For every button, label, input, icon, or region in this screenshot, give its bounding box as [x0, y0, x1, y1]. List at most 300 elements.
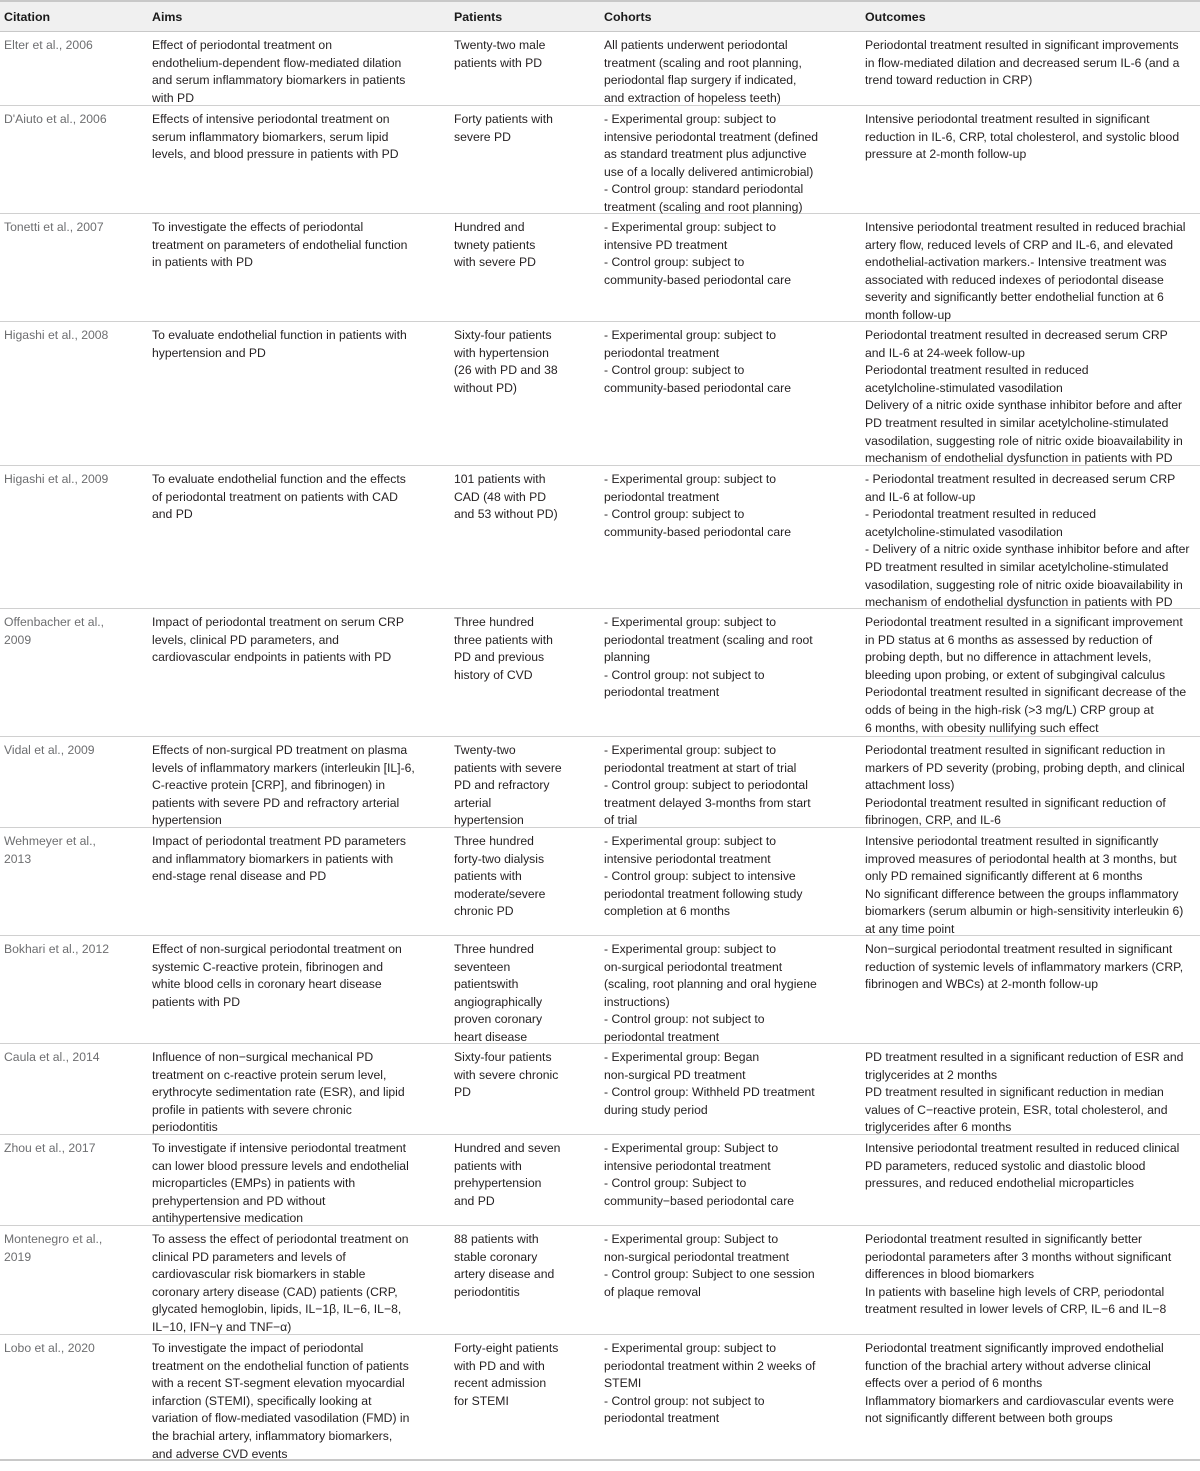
citation-cell	[0, 828, 146, 939]
outcomes-line: triglycerides at 2 months	[865, 1067, 998, 1082]
patients-cell	[450, 609, 600, 737]
aims-line: serum inflammatory biomarkers, serum lipid	[152, 129, 389, 144]
aims-line: levels, clinical PD parameters, and	[152, 632, 339, 647]
patients-line: without PD)	[454, 380, 517, 395]
outcomes-line: associated with reduced indexes of periodontal disease	[865, 272, 1164, 287]
cohorts-cell	[600, 466, 861, 612]
cohorts-line: STEMI	[604, 1376, 642, 1391]
patients-line: seventeen	[454, 959, 511, 974]
outcomes-line: in PD status at 6 months as assessed by reduction of	[865, 632, 1153, 647]
cohorts-line: periodontal treatment	[604, 345, 720, 360]
cohorts-line: - Control group: Withheld PD treatment	[604, 1085, 815, 1100]
outcomes-cell	[861, 828, 1200, 939]
cohorts-line: periodontal treatment	[604, 489, 720, 504]
aims-cell	[146, 1335, 450, 1463]
aims-line: periodontitis	[152, 1120, 218, 1135]
patients-cell	[450, 32, 600, 107]
patients-line: stable coronary	[454, 1249, 538, 1264]
cohorts-line: - Control group: not subject to	[604, 667, 765, 682]
table-row	[0, 828, 1200, 936]
outcomes-line: not significantly different between both groups	[865, 1411, 1113, 1426]
aims-line: To investigate the impact of periodontal	[152, 1341, 364, 1355]
outcomes-line: Periodontal treatment significantly improved endothelial	[865, 1341, 1164, 1355]
cohorts-line: - Experimental group: subject to	[604, 328, 777, 342]
patients-cell	[450, 322, 600, 468]
citation-line: D'Aiuto et al., 2006	[4, 112, 107, 126]
table-row	[0, 1226, 1200, 1335]
patients-line: moderate/severe	[454, 886, 546, 901]
cohorts-line: - Control group: subject to	[604, 507, 745, 522]
outcomes-line: - Delivery of a nitric oxide synthase inhibitor before and after	[865, 542, 1190, 557]
aims-line: Effect of non-surgical periodontal treatment on	[152, 942, 402, 956]
cohorts-line: - Control group: Subject to	[604, 1176, 747, 1191]
cohorts-line: non-surgical periodontal treatment	[604, 1249, 789, 1264]
cohorts-line: - Control group: not subject to	[604, 1012, 765, 1027]
outcomes-line: Periodontal treatment resulted in reduced	[865, 363, 1089, 378]
outcomes-line: probing depth, but no difference in attachment levels,	[865, 650, 1152, 665]
outcomes-line: at any time point	[865, 921, 955, 936]
aims-line: patients with PD	[152, 994, 241, 1009]
patients-line: and PD	[454, 1193, 495, 1208]
cohorts-line: (scaling, root planning and oral hygiene	[604, 977, 817, 992]
aims-line: To assess the effect of periodontal treatment on	[152, 1232, 409, 1246]
patients-line: and 53 without PD)	[454, 507, 558, 522]
aims-line: glycated hemoglobin, lipids, IL−1β, IL−6, IL−8,	[152, 1302, 402, 1317]
aims-line: cardiovascular endpoints in patients with PD	[152, 650, 392, 665]
outcomes-line: pressures, and reduced endothelial microparticles	[865, 1176, 1134, 1191]
patients-line: patients with PD	[454, 55, 543, 70]
outcomes-cell	[861, 106, 1200, 217]
outcomes-line: reduction of systemic levels of inflammatory markers (CRP,	[865, 959, 1184, 974]
table-row	[0, 1135, 1200, 1226]
patients-line: patients with severe	[454, 760, 562, 775]
aims-line: systemic C-reactive protein, fibrinogen and	[152, 959, 383, 974]
patients-line: Hundred and seven	[454, 1141, 561, 1155]
aims-line: IL−10, IFN−γ and TNF−α)	[152, 1319, 292, 1334]
aims-line: profile in patients with severe chronic	[152, 1102, 352, 1117]
citation-cell	[0, 466, 146, 612]
outcomes-line: PD treatment resulted in similar acetylcholine-stimulated	[865, 415, 1169, 430]
table-row	[0, 1335, 1200, 1461]
patients-cell	[450, 1044, 600, 1137]
aims-line: and PD	[152, 507, 193, 522]
table-row	[0, 106, 1200, 214]
citation-line: 2019	[4, 1249, 32, 1264]
cohorts-cell	[600, 1044, 861, 1137]
cohorts-line: treatment (scaling and root planning)	[604, 199, 803, 214]
aims-line: variation of flow-mediated vasodilation (FMD) in	[152, 1411, 410, 1426]
outcomes-line: Intensive periodontal treatment resulted in reduced brachial	[865, 220, 1186, 234]
outcomes-line: improved measures of periodontal health at 3 months, but	[865, 851, 1177, 866]
outcomes-cell	[861, 737, 1200, 830]
aims-line: treatment on parameters of endothelial function	[152, 237, 408, 252]
aims-line: the brachial artery, inflammatory biomarkers,	[152, 1428, 393, 1443]
cohorts-cell	[600, 737, 861, 830]
citation-line: Montenegro et al.,	[4, 1232, 103, 1246]
cohorts-cell	[600, 828, 861, 939]
outcomes-cell	[861, 1226, 1200, 1337]
aims-line: with PD	[152, 90, 194, 105]
cohorts-line: periodontal treatment (scaling and root	[604, 632, 813, 647]
patients-cell	[450, 214, 600, 325]
outcomes-line: odds of being in the high-risk (>3 mg/L) CRP group at	[865, 702, 1154, 717]
cohorts-line: and extraction of hopeless teeth)	[604, 90, 781, 105]
cohorts-line: - Control group: subject to	[604, 363, 745, 378]
cohorts-line: periodontal treatment at start of trial	[604, 760, 797, 775]
outcomes-line: vasodilation, suggesting role of nitric oxide bioavailability in	[865, 577, 1183, 592]
cohorts-line: - Experimental group: subject to	[604, 472, 777, 486]
citation-line: Wehmeyer et al.,	[4, 834, 96, 848]
aims-line: Impact of periodontal treatment on serum CRP	[152, 615, 404, 629]
patients-line: CAD (48 with PD	[454, 489, 547, 504]
cohorts-line: periodontal treatment	[604, 1029, 720, 1044]
aims-line: Influence of non−surgical mechanical PD	[152, 1050, 374, 1064]
patients-line: Three hundred	[454, 834, 534, 848]
cohorts-line: of trial	[604, 813, 638, 828]
outcomes-line: fibrinogen and WBCs) at 2-month follow-up	[865, 977, 1099, 992]
outcomes-line: values of C−reactive protein, ESR, total cholesterol, and	[865, 1102, 1168, 1117]
cohorts-line: - Experimental group: subject to	[604, 615, 777, 629]
patients-line: periodontitis	[454, 1284, 520, 1299]
header-citation: Citation	[4, 10, 51, 24]
aims-line: Effect of periodontal treatment on	[152, 38, 332, 52]
outcomes-line: biomarkers (serum albumin or high-sensitivity interleukin 6)	[865, 904, 1184, 919]
outcomes-cell	[861, 609, 1200, 737]
outcomes-line: 6 months, with obesity nullifying such effect	[865, 720, 1099, 735]
patients-cell	[450, 828, 600, 939]
patients-line: Three hundred	[454, 615, 534, 629]
outcomes-line: Periodontal treatment resulted in decreased serum CRP	[865, 328, 1168, 342]
outcomes-cell	[861, 32, 1200, 107]
aims-line: and inflammatory biomarkers in patients with	[152, 851, 394, 866]
cohorts-line: - Experimental group: Subject to	[604, 1141, 779, 1155]
aims-line: infarction (STEMI), specifically looking at	[152, 1393, 372, 1408]
patients-line: Sixty-four patients	[454, 328, 552, 342]
cohorts-cell	[600, 936, 861, 1047]
patients-line: history of CVD	[454, 667, 533, 682]
aims-line: levels, and blood pressure in patients with PD	[152, 147, 399, 162]
citation-cell	[0, 1135, 146, 1228]
citation-cell	[0, 106, 146, 217]
outcomes-line: severity and significantly better endothelial function at 6	[865, 290, 1164, 305]
outcomes-line: Intensive periodontal treatment resulted in significant	[865, 112, 1150, 126]
patients-line: patients with	[454, 869, 522, 884]
header-outcomes: Outcomes	[865, 10, 926, 24]
citation-line: Vidal et al., 2009	[4, 743, 95, 757]
patients-line: (26 with PD and 38	[454, 363, 558, 378]
outcomes-line: and IL-6 at 24-week follow-up	[865, 345, 1025, 360]
aims-line: white blood cells in coronary heart disease	[152, 977, 382, 992]
cohorts-line: non-surgical PD treatment	[604, 1067, 746, 1082]
aims-line: endothelium-dependent flow-mediated dilation	[152, 55, 402, 70]
patients-line: Forty-eight patients	[454, 1341, 559, 1355]
aims-line: C-reactive protein [CRP], and fibrinogen) in	[152, 778, 386, 793]
cohorts-line: on-surgical periodontal treatment	[604, 959, 783, 974]
cohorts-line: intensive periodontal treatment (defined	[604, 129, 819, 144]
outcomes-line: Intensive periodontal treatment resulted in significantly	[865, 834, 1159, 848]
patients-cell	[450, 1135, 600, 1228]
patients-cell	[450, 936, 600, 1047]
outcomes-line: - Periodontal treatment resulted in decreased serum CRP	[865, 472, 1176, 486]
patients-line: recent admission	[454, 1376, 547, 1391]
aims-line: To investigate the effects of periodontal	[152, 220, 364, 234]
outcomes-line: Periodontal treatment resulted in significant improvements	[865, 38, 1179, 52]
aims-cell	[146, 737, 450, 830]
patients-line: chronic PD	[454, 904, 514, 919]
outcomes-line: Inflammatory biomarkers and cardiovascular events were	[865, 1393, 1174, 1408]
aims-cell	[146, 1135, 450, 1228]
outcomes-line: PD treatment resulted in significant reduction in median	[865, 1085, 1164, 1100]
cohorts-line: community-based periodontal care	[604, 380, 791, 395]
aims-line: with a recent ST-segment elevation myocardial	[152, 1376, 405, 1391]
outcomes-line: Periodontal treatment resulted in significant reduction in	[865, 743, 1166, 757]
aims-cell	[146, 828, 450, 939]
cohorts-cell	[600, 1226, 861, 1337]
cohorts-line: - Control group: subject to	[604, 255, 745, 270]
table-row	[0, 322, 1200, 466]
cohorts-line: - Experimental group: Began	[604, 1050, 760, 1064]
citation-cell	[0, 32, 146, 107]
patients-line: forty-two dialysis	[454, 851, 545, 866]
aims-line: Effects of intensive periodontal treatment on	[152, 112, 390, 126]
outcomes-line: PD treatment resulted in a significant reduction of ESR and	[865, 1050, 1184, 1064]
aims-line: Effects of non-surgical PD treatment on plasma	[152, 743, 408, 757]
outcomes-line: markers of PD severity (probing, probing depth, and clinical	[865, 760, 1185, 775]
patients-line: angiographically	[454, 994, 543, 1009]
outcomes-line: trend toward reduction in CRP)	[865, 73, 1033, 88]
table-row	[0, 737, 1200, 828]
cohorts-line: periodontal treatment following study	[604, 886, 803, 901]
cohorts-cell	[600, 1135, 861, 1228]
aims-line: treatment on c-reactive protein serum level,	[152, 1067, 387, 1082]
cohorts-line: - Experimental group: subject to	[604, 834, 777, 848]
patients-line: PD and previous	[454, 650, 545, 665]
header-cohorts: Cohorts	[604, 10, 652, 24]
patients-line: with hypertension	[454, 345, 549, 360]
outcomes-cell	[861, 1135, 1200, 1228]
citation-cell	[0, 1335, 146, 1463]
citation-cell	[0, 737, 146, 830]
outcomes-line: and IL-6 at follow-up	[865, 489, 976, 504]
aims-line: can lower blood pressure levels and endothelial	[152, 1158, 409, 1173]
cohorts-line: as standard treatment plus adjunctive	[604, 147, 807, 162]
cohorts-line: - Control group: not subject to	[604, 1393, 765, 1408]
aims-line: hypertension and PD	[152, 345, 266, 360]
cohorts-line: - Experimental group: subject to	[604, 743, 777, 757]
patients-line: PD	[454, 1085, 471, 1100]
cohorts-cell	[600, 1335, 861, 1463]
cohorts-line: of plaque removal	[604, 1284, 701, 1299]
table-row	[0, 1044, 1200, 1135]
cohorts-line: intensive PD treatment	[604, 237, 728, 252]
patients-line: hypertension	[454, 813, 524, 828]
patients-line: patients with	[454, 1158, 522, 1173]
cohorts-line: - Experimental group: subject to	[604, 1341, 777, 1355]
outcomes-line: PD parameters, reduced systolic and diastolic blood	[865, 1158, 1146, 1173]
aims-line: hypertension	[152, 813, 222, 828]
outcomes-line: function of the brachial artery without adverse clinical	[865, 1358, 1151, 1373]
outcomes-line: Periodontal treatment resulted in a significant improvement	[865, 615, 1183, 629]
cohorts-cell	[600, 32, 861, 107]
cohorts-line: treatment (scaling and root planning,	[604, 55, 802, 70]
patients-cell	[450, 106, 600, 217]
patients-line: prehypertension	[454, 1176, 542, 1191]
citation-line: Higashi et al., 2008	[4, 328, 109, 342]
citation-line: Bokhari et al., 2012	[4, 942, 110, 956]
table-row	[0, 214, 1200, 322]
aims-cell	[146, 1226, 450, 1337]
aims-line: coronary artery disease (CAD) patients (CRP,	[152, 1284, 398, 1299]
citation-line: Offenbacher et al.,	[4, 615, 105, 629]
aims-cell	[146, 106, 450, 217]
aims-line: and adverse CVD events	[152, 1446, 288, 1461]
cohorts-line: - Control group: subject to periodontal	[604, 778, 808, 793]
aims-line: treatment on the endothelial function of patients	[152, 1358, 409, 1373]
aims-line: and serum inflammatory biomarkers in patients	[152, 73, 406, 88]
outcomes-line: bleeding upon probing, or extent of subgingival calculus	[865, 667, 1166, 682]
cohorts-cell	[600, 609, 861, 737]
cohorts-line: intensive periodontal treatment	[604, 851, 771, 866]
table-row	[0, 609, 1200, 737]
outcomes-line: In patients with baseline high levels of CRP, periodontal	[865, 1284, 1165, 1299]
outcomes-line: pressure at 2-month follow-up	[865, 147, 1027, 162]
citation-cell	[0, 936, 146, 1047]
patients-line: for STEMI	[454, 1393, 509, 1408]
outcomes-line: attachment loss)	[865, 778, 955, 793]
patients-line: Three hundred	[454, 942, 534, 956]
outcomes-line: month follow-up	[865, 307, 952, 322]
citation-line: Tonetti et al., 2007	[4, 220, 104, 234]
outcomes-line: differences in blood biomarkers	[865, 1267, 1035, 1282]
outcomes-cell	[861, 214, 1200, 325]
patients-line: 88 patients with	[454, 1232, 539, 1246]
cohorts-line: - Experimental group: subject to	[604, 112, 777, 126]
patients-line: artery disease and	[454, 1267, 555, 1282]
patients-line: twnety patients	[454, 237, 536, 252]
patients-line: three patients with	[454, 632, 553, 647]
aims-line: erythrocyte sedimentation rate (ESR), and lipid	[152, 1085, 405, 1100]
citation-line: Lobo et al., 2020	[4, 1341, 95, 1355]
citation-line: Higashi et al., 2009	[4, 472, 109, 486]
cohorts-line: All patients underwent periodontal	[604, 38, 788, 52]
aims-line: cardiovascular risk biomarkers in stable	[152, 1267, 366, 1282]
citation-line: Elter et al., 2006	[4, 38, 93, 52]
outcomes-line: Periodontal treatment resulted in significant reduction of	[865, 795, 1166, 810]
aims-line: clinical PD parameters and levels of	[152, 1249, 346, 1264]
aims-line: levels of inflammatory markers (interleukin [IL]-6,	[152, 760, 415, 775]
citation-cell	[0, 609, 146, 737]
patients-cell	[450, 737, 600, 830]
aims-line: antihypertensive medication	[152, 1211, 304, 1226]
outcomes-line: - Periodontal treatment resulted in reduced	[865, 507, 1097, 522]
cohorts-line: during study period	[604, 1102, 708, 1117]
outcomes-line: only PD remained significantly different at 6 months	[865, 869, 1143, 884]
outcomes-line: No significant difference between the groups inflammatory	[865, 886, 1179, 901]
aims-cell	[146, 214, 450, 325]
citation-line: 2009	[4, 632, 32, 647]
aims-line: of periodontal treatment on patients with CAD	[152, 489, 398, 504]
outcomes-line: fibrinogen, CRP, and IL-6	[865, 813, 1001, 828]
patients-line: Sixty-four patients	[454, 1050, 552, 1064]
aims-line: in patients with PD	[152, 255, 253, 270]
aims-cell	[146, 32, 450, 107]
outcomes-line: mechanism of endothelial dysfunction in patients with PD	[865, 451, 1173, 466]
cohorts-cell	[600, 322, 861, 468]
citation-cell	[0, 1226, 146, 1337]
patients-line: severe PD	[454, 129, 511, 144]
cohorts-line: instructions)	[604, 994, 670, 1009]
aims-line: To evaluate endothelial function in patients with	[152, 328, 407, 342]
cohorts-line: use of a locally delivered antimicrobial)	[604, 164, 814, 179]
aims-line: end-stage renal disease and PD	[152, 869, 327, 884]
patients-line: with PD and with	[454, 1358, 545, 1373]
outcomes-cell	[861, 1335, 1200, 1463]
outcomes-line: in flow-mediated dilation and decreased serum IL-6 (and a	[865, 55, 1180, 70]
patients-line: heart disease	[454, 1029, 528, 1044]
aims-cell	[146, 322, 450, 468]
outcomes-line: vasodilation, suggesting role of nitric oxide bioavailability in	[865, 433, 1183, 448]
outcomes-line: acetylcholine-stimulated vasodilation	[865, 380, 1063, 395]
cohorts-line: - Control group: standard periodontal	[604, 182, 804, 197]
outcomes-line: artery flow, reduced levels of CRP and IL-6, and elevated	[865, 237, 1174, 252]
table-row	[0, 936, 1200, 1044]
cohorts-line: - Experimental group: subject to	[604, 220, 777, 234]
patients-line: arterial	[454, 795, 492, 810]
outcomes-cell	[861, 466, 1200, 612]
citation-cell	[0, 214, 146, 325]
outcomes-line: Non−surgical periodontal treatment resulted in significant	[865, 942, 1173, 956]
patients-line: with severe chronic	[454, 1067, 559, 1082]
cohorts-line: community−based periodontal care	[604, 1193, 795, 1208]
cohorts-line: intensive periodontal treatment	[604, 1158, 771, 1173]
patients-line: Forty patients with	[454, 112, 553, 126]
cohorts-line: completion at 6 months	[604, 904, 731, 919]
outcomes-line: Periodontal treatment resulted in significantly better	[865, 1232, 1143, 1246]
patients-line: Hundred and	[454, 220, 525, 234]
citation-line: 2013	[4, 851, 32, 866]
citation-line: Caula et al., 2014	[4, 1050, 100, 1064]
cohorts-cell	[600, 214, 861, 325]
citation-line: Zhou et al., 2017	[4, 1141, 96, 1155]
cohorts-line: periodontal treatment	[604, 685, 720, 700]
patients-line: Twenty-two male	[454, 38, 546, 52]
outcomes-cell	[861, 936, 1200, 1047]
cohorts-line: treatment delayed 3-months from start	[604, 795, 811, 810]
aims-line: prehypertension and PD without	[152, 1193, 326, 1208]
outcomes-line: reduction in IL-6, CRP, total cholesterol, and systolic blood	[865, 129, 1180, 144]
outcomes-line: Periodontal treatment resulted in significant decrease of the	[865, 685, 1187, 700]
table-row	[0, 32, 1200, 106]
cohorts-line: periodontal treatment	[604, 1411, 720, 1426]
header-aims: Aims	[152, 10, 183, 24]
cohorts-line: periodontal flap surgery if indicated,	[604, 73, 797, 88]
header-patients: Patients	[454, 10, 503, 24]
aims-cell	[146, 1044, 450, 1137]
cohorts-line: planning	[604, 650, 651, 665]
aims-line: To evaluate endothelial function and the effects	[152, 472, 406, 486]
aims-line: microparticles (EMPs) in patients with	[152, 1176, 356, 1191]
cohorts-line: - Experimental group: subject to	[604, 942, 777, 956]
cohorts-cell	[600, 106, 861, 217]
aims-line: Impact of periodontal treatment PD parameters	[152, 834, 407, 848]
citation-cell	[0, 322, 146, 468]
outcomes-line: periodontal parameters after 3 months without significant	[865, 1249, 1172, 1264]
patients-line: Twenty-two	[454, 743, 516, 757]
aims-cell	[146, 936, 450, 1047]
patients-line: 101 patients with	[454, 472, 546, 486]
table-body	[0, 32, 1200, 1461]
patients-cell	[450, 1335, 600, 1463]
